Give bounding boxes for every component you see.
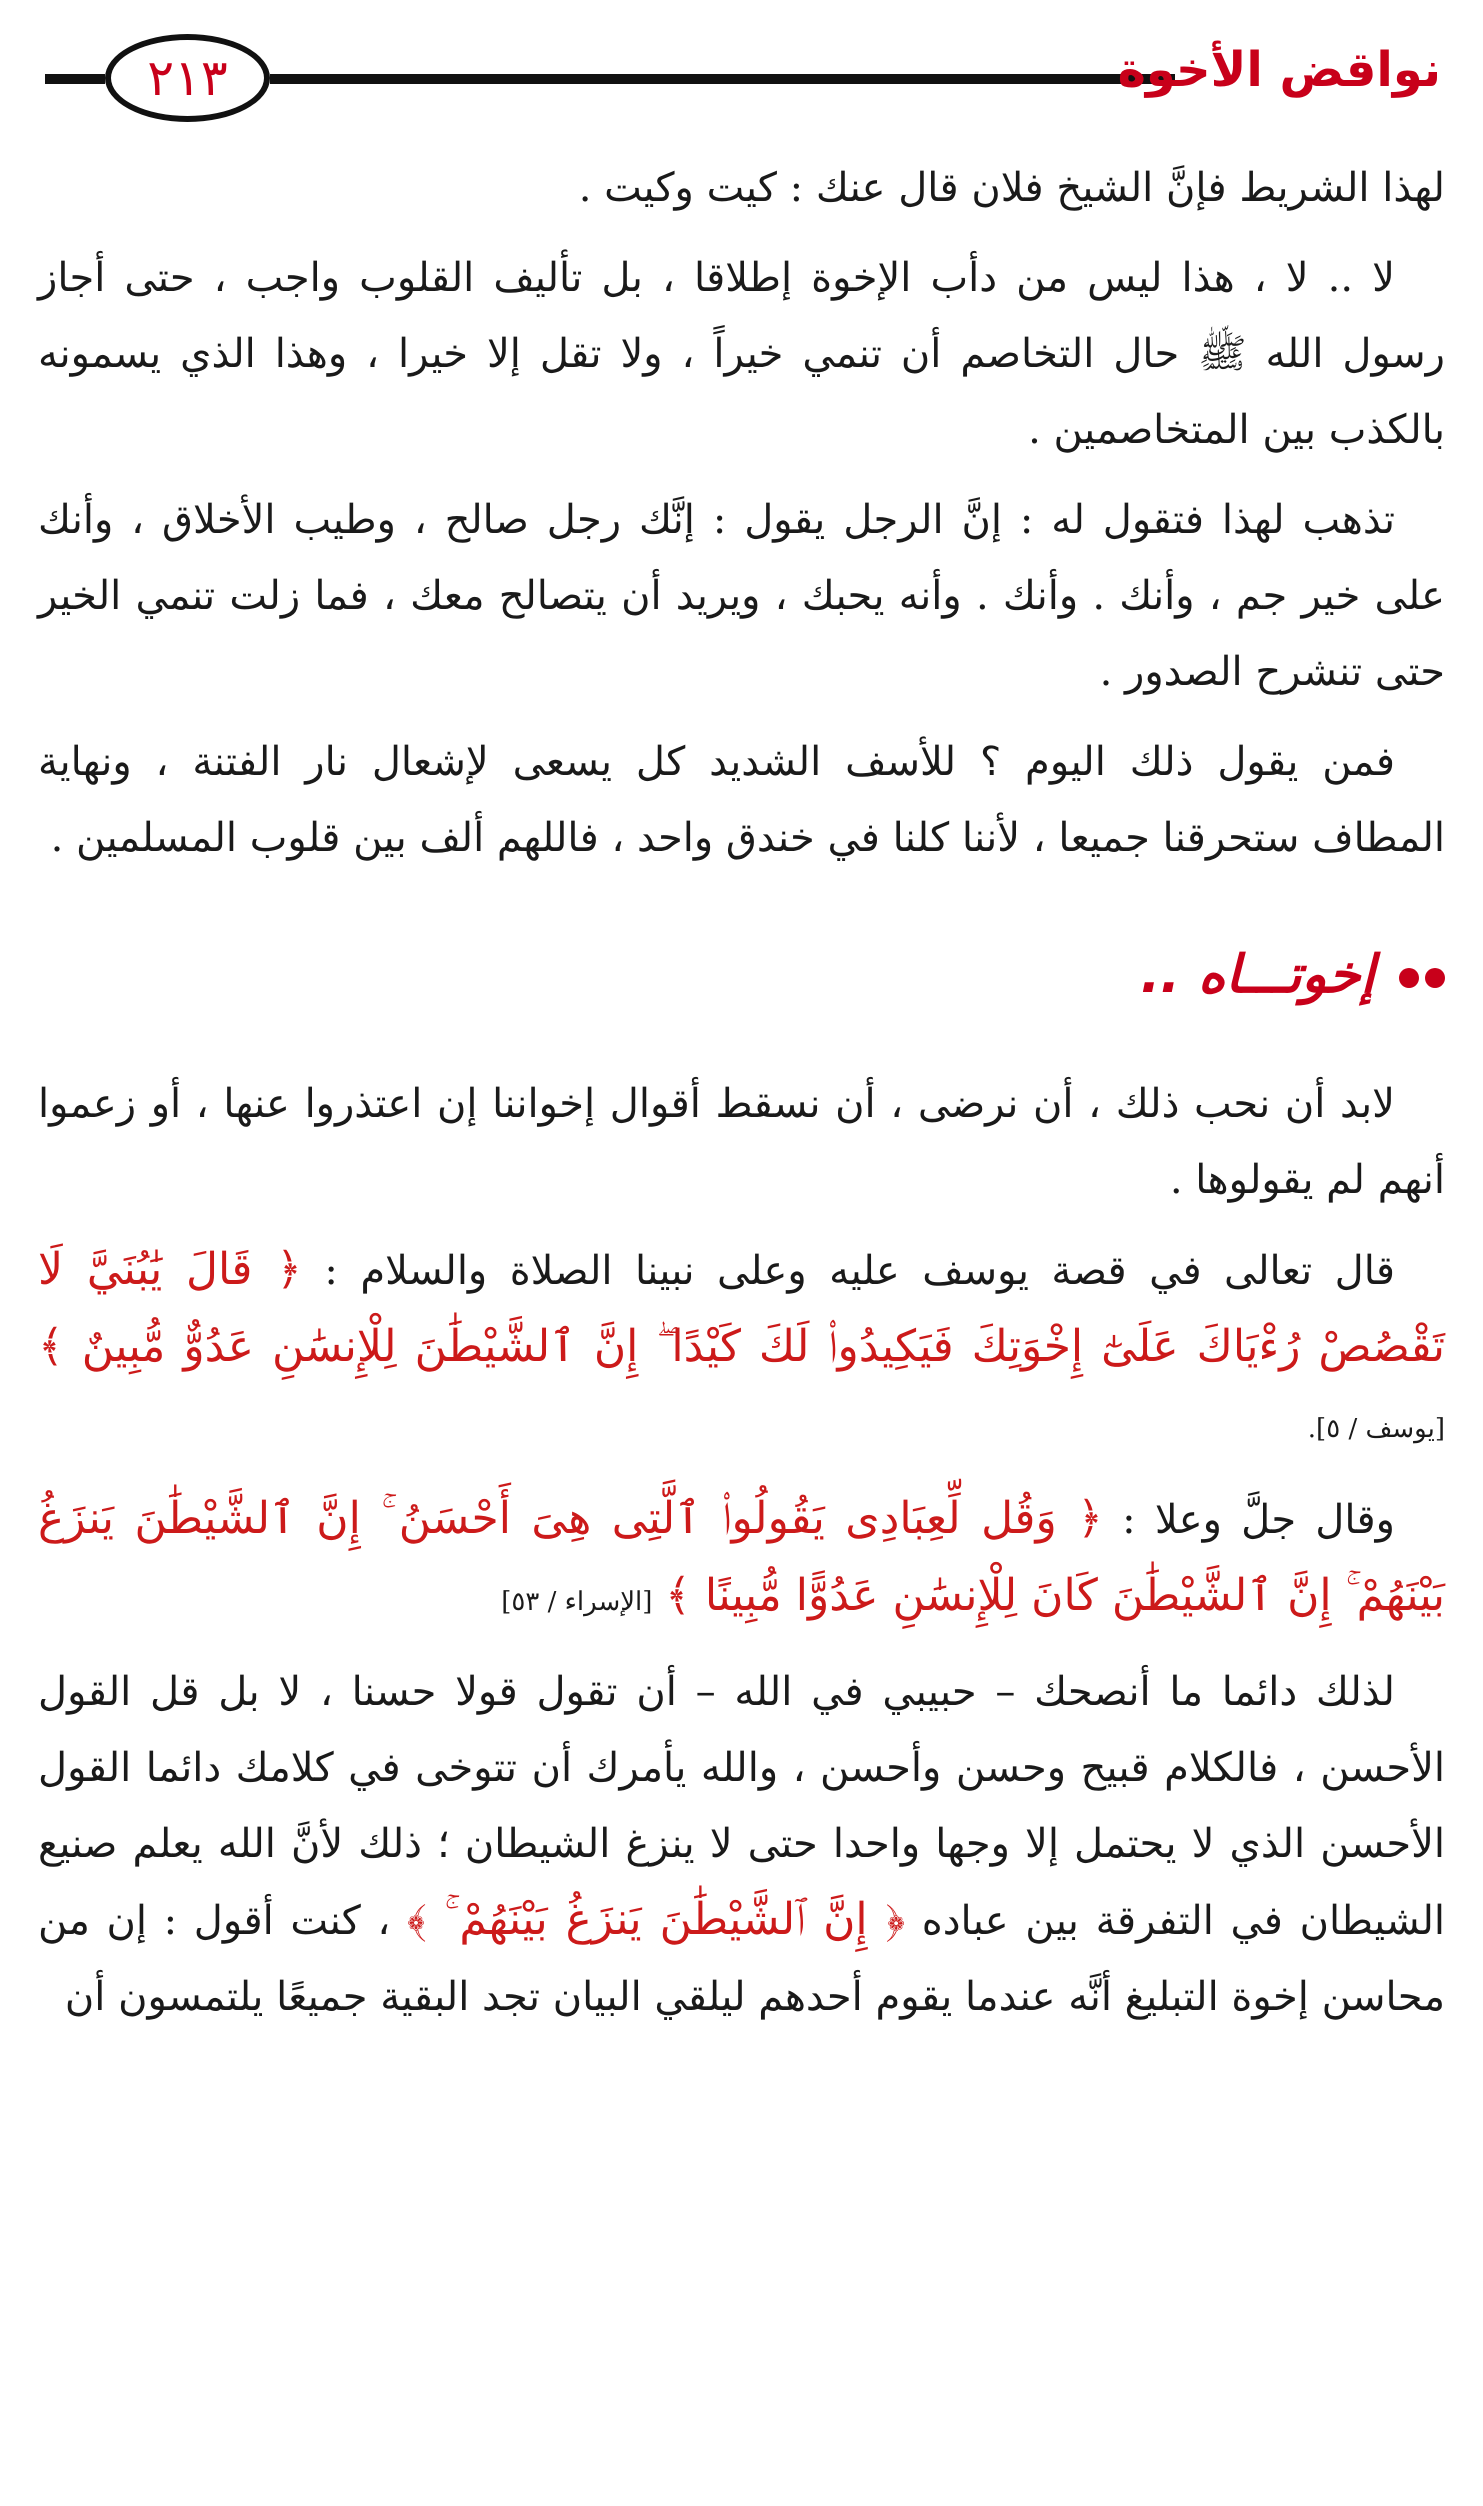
section-title: إخوتـــاه .. <box>1140 945 1375 1005</box>
paragraph-8-part-1: لذلك دائما ما أنصحك – حبيبي في الله – أن تقول قولا حسنا ، لا بل قل القول الأحسن ، فالكلام قبيح وحسن وأحسن ، والله يأمرك أن تتوخى في كلامك دائما القول الأحسن الذي لا يحتمل إلا وجها واحدا حتى لا ينزغ الشيطان ؛ ذلك لأنَّ الله يعلم صنيع الشيطان في التفرقة بين عباده <box>38 1669 1446 1944</box>
paragraph-3: تذهب لهذا فتقول له : إنَّ الرجل يقول : إنَّك رجل صالح ، وطيب الأخلاق ، وأنك على خير جم ، وأنك . وأنك . وأنه يحبك ، ويريد أن يتصالح معك ، فما زلت تنمي الخير حتى تنشرح الصدور . <box>38 497 1445 695</box>
quran-verse-inline: ﴿ إِنَّ ٱلشَّيْطَٰنَ يَنزَغُ بَيْنَهُمْ ۚ ﴾ <box>407 1894 906 1945</box>
bullet-dot-icon <box>1399 968 1419 988</box>
paragraph-6 <box>38 1232 1445 1467</box>
paragraph-4: فمن يقول ذلك اليوم ؟ للأسف الشديد كل يسعى لإشعال نار الفتنة ، ونهاية المطاف ستحرقنا جميعا ، لأننا كلنا في خندق واحد ، فاللهم ألف بين قلوب المسلمين . <box>38 739 1445 861</box>
paragraph-5: لابد أن نحب ذلك ، أن نرضى ، أن نسقط أقوال إخواننا إن اعتذروا عنها ، أو زعموا أنهم لم يقولوها . <box>38 1081 1445 1203</box>
quran-verse: ﴿ قَالَ يَٰبُنَيَّ لَا تَقْصُصْ رُءْيَاكَ عَلَىٰٓ إِخْوَتِكَ فَيَكِيدُوا۟ لَكَ كَيْدًا ۖ إِنَّ ٱلشَّيْطَٰنَ لِلْإِنسَٰنِ عَدُوٌّ مُّبِينٌ ﴾ <box>38 1244 1445 1372</box>
page-header <box>0 0 1483 150</box>
verse-intro: وقال جلَّ وعلا : <box>1122 1497 1395 1543</box>
verse-reference: [يوسف / ٥]. <box>1307 1414 1445 1444</box>
verse-reference: [الإسراء / ٥٣] <box>501 1587 653 1617</box>
paragraph-1: لهذا الشريط فإنَّ الشيخ فلان قال عنك : كيت وكيت . <box>578 165 1445 211</box>
paragraph-8 <box>38 1654 1445 2035</box>
header-rule-left <box>45 74 105 84</box>
verse-intro: قال تعالى في قصة يوسف عليه وعلى نبينا الصلاة والسلام : <box>324 1248 1395 1294</box>
running-title: نواقض الأخوة <box>1117 42 1441 98</box>
page-number: ٢١٣ <box>105 34 270 122</box>
paragraph-8-part-2: ، كنت أقول : إن من محاسن إخوة التبليغ أنَّه عندما يقوم أحدهم ليلقي البيان تجد البقية جميعًا يلتمسون أن <box>38 1898 1445 2020</box>
header-rule-right <box>270 74 1175 84</box>
page-body <box>38 150 1445 2049</box>
paragraph-7 <box>38 1481 1445 1640</box>
section-heading <box>38 930 1445 1020</box>
quran-verse: ﴿ وَقُل لِّعِبَادِى يَقُولُوا۟ ٱلَّتِى هِىَ أَحْسَنُ ۚ إِنَّ ٱلشَّيْطَٰنَ يَنزَغُ بَيْنَهُمْ ۚ إِنَّ ٱلشَّيْطَٰنَ كَانَ لِلْإِنسَٰنِ عَدُوًّا مُّبِينًا ﴾ <box>38 1493 1445 1621</box>
paragraph-2: لا .. لا ، هذا ليس من دأب الإخوة إطلاقا ، بل تأليف القلوب واجب ، حتى أجاز رسول الله ﷺ حال التخاصم أن تنمي خيراً ، ولا تقل إلا خيرا ، وهذا الذي يسمونه بالكذب بين المتخاصمين . <box>38 255 1445 453</box>
bullet-dot-icon <box>1425 968 1445 988</box>
